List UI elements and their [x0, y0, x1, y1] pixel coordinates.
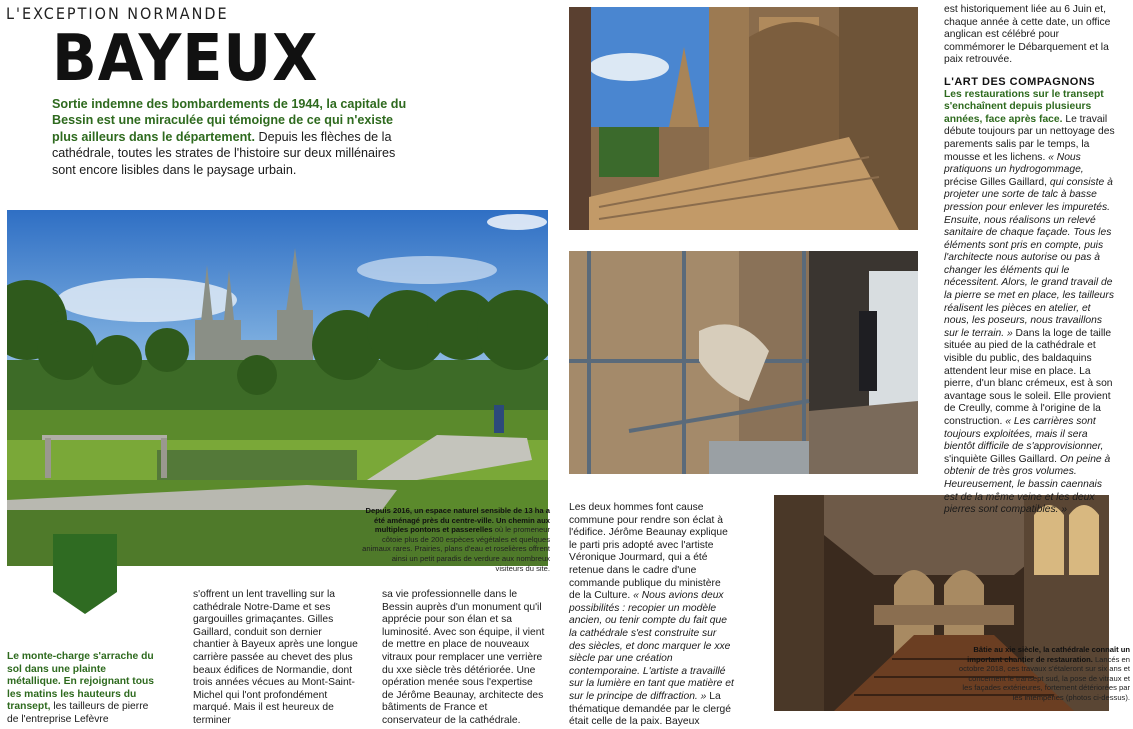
- column-1: [7, 651, 162, 727]
- column-4-tail: La thématique demandée par le clergé était celle de la paix. Bayeux: [569, 690, 731, 728]
- page-title: BAYEUX: [52, 22, 319, 96]
- green-shield-marker: [53, 534, 117, 614]
- column-5-lead: Les restaurations sur le transept s'enchaînent depuis plusieurs années, face après face.: [944, 88, 1104, 125]
- photo-scaffolding: [569, 251, 918, 474]
- main-caption-lead: Depuis 2016, un espace naturel sensible de 13 ha a été aménagé près du centre-ville. Un chemin aux multiples pontons et passerelles: [365, 506, 550, 535]
- intro-paragraph: [52, 96, 407, 178]
- intro-body: Depuis les flèches de la cathédrale, toutes les strates de l'histoire sur deux millénaires sont encore lisibles dans le paysage urbain.: [52, 129, 396, 177]
- nave-caption-lead: Bâtie au xie siècle, la cathédrale connaît un important chantier de restauration.: [967, 645, 1130, 664]
- column-5-quote-2: qui consiste à projeter une sorte de talc à basse pression pour enlever les impuretés. Ensuite, nous réalisons un relevé sanitaire de chaque façade. Tous les éléments sont pris en compte, puis l'architecte nous autorise ou pas à changer les éléments qui le nécessitent. Alors, le grand travail de la pierre se met en place, les tailleurs réalisent les pièces en atelier, et nous, les poseurs, nous travaillons sur le terrain. »: [944, 176, 1114, 339]
- column-4-quote: « Nous avions deux possibilités : recopier un modèle ancien, ou tenir compte du fait que la cathédrale s'est construite sur des siècles, et donc marquer le xxe siècle par une création contemporaine. L'artiste a travaillé sur la lumière en tant que matière et sur le principe de diffraction. »: [569, 590, 734, 702]
- nave-caption-body: Lancés en octobre 2018, ces travaux s'étaleront sur six ans et concernent le transept sud, la pose de vitraux et les façades extérieures, fortement détériorées par les intempéries (photos ci-dessus).: [958, 654, 1130, 702]
- main-photo-caption: [362, 506, 550, 573]
- column-2: [193, 589, 358, 728]
- column-2-body: s'offrent un lent travelling sur la cathédrale Notre-Dame et ses gargouilles grimaçantes. Gilles Gaillard, conduit son dernier chantier à Bayeux après une longue carrière passée au chevet des plus beaux édifices de Normandie, dont trois années vécues au Mont-Saint-Michel qui l'ont profondément marqué. Mais il est heureux de terminer: [193, 589, 358, 726]
- column-5-text-3: Dans la loge de taille située au pied de la cathédrale et visible du public, des baldaquins attendent leur mise en place. La pierre, d'un blanc crémeux, est à son avantage sous le soleil. Elle provient de Creully, comme à l'origine de la construction.: [944, 327, 1113, 427]
- intro-lead: Sortie indemne des bombardements de 1944, la capitale du Bessin est une miraculée qui témoigne de ce qui n'existe plus ailleurs dans le département.: [52, 97, 407, 144]
- nave-photo-caption: [958, 645, 1130, 703]
- column-1-lead: Le monte-charge s'arrache du sol dans une plainte métallique. En rejoignant tous les matins les hauteurs du transept,: [7, 651, 155, 713]
- kicker: L'EXCEPTION NORMANDE: [6, 4, 229, 23]
- column-5-text-1: Le travail débute toujours par un nettoyage des parements salis par le temps, la mousse et les lichens.: [944, 113, 1115, 163]
- column-4: [569, 502, 734, 729]
- section-heading-compagnons: L'ART DES COMPAGNONS: [944, 75, 1096, 88]
- column-5-top: est historiquement liée au 6 Juin et, chaque année à cette date, un office anglican est célébré pour commémorer le Débarquement et la paix retrouvée.: [944, 4, 1111, 66]
- column-5-text-2: précise Gilles Gaillard,: [944, 176, 1050, 188]
- column-3-body: sa vie professionnelle dans le Bessin auprès d'un monument qu'il apprécie pour son élan et sa luminosité. Avec son équipe, il vient de mettre en place de nouveaux vitraux pour remplacer une verrière du xxe siècle très détériorée. Une opération menée sous l'expertise de Jérôme Beaunay, architecte des bâtiments de France et conservateur de la cathédrale.: [382, 589, 545, 726]
- column-5-text-4: s'inquiète Gilles Gaillard.: [944, 453, 1060, 465]
- photo-cathedral-roof: [569, 7, 918, 230]
- column-4-body: Les deux hommes font cause commune pour rendre son éclat à l'édifice. Jérôme Beaunay explique le parti pris adopté avec l'artiste Véronique Jourmard, qui a été retenue dans le cadre d'une commande publique du ministère de la Culture.: [569, 502, 728, 602]
- column-5-quote-1: « Nous pratiquons un hydrogommage,: [944, 151, 1084, 176]
- main-caption-body: où le promeneur côtoie plus de 200 espèces végétales et quelques animaux rares. Prairies, plans d'eau et roselières offrent ainsi un petit paradis de verdure aux nombreux visiteurs du site.: [362, 525, 550, 573]
- column-5-quote-4: On peine à obtenir de très gros volumes. Heureusement, le bassin caennais est de la même veine et les deux pierres sont compatibles. »: [944, 453, 1111, 516]
- column-3: [382, 589, 545, 728]
- column-5: [944, 4, 1116, 517]
- column-5-quote-3: « Les carrières sont toujours exploitées, mais il sera bientôt difficile de s'approvisionner,: [944, 416, 1104, 453]
- column-1-body: les tailleurs de pierre de l'entreprise Lefèvre: [7, 701, 149, 725]
